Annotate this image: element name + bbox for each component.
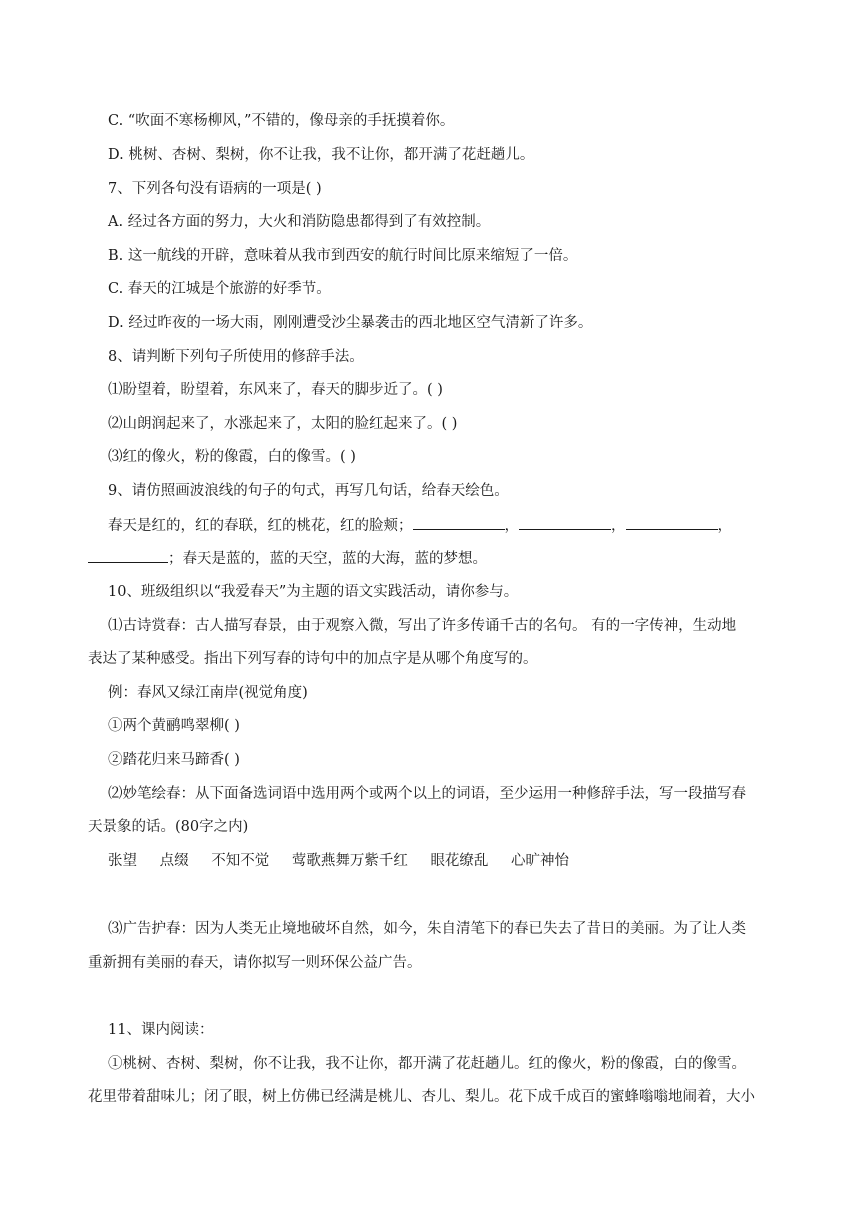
question-10-part-3-line-2: 重新拥有美丽的春天，请你拟写一则环保公益广告。 [88, 955, 422, 971]
question-10-part-2-line-1: ⑵妙笔绘春：从下面备选词语中选用两个或两个以上的词语，至少运用一种修辞手法，写一段描写春 [108, 786, 746, 802]
comma: ， [611, 518, 626, 534]
question-10-part-1-line-1: ⑴古诗赏春：古人描写春景，由于观察入微，写出了许多传诵千古的名句。 有的一字传神，生动地 [108, 618, 737, 634]
answer-blank[interactable] [626, 515, 718, 530]
word-bank-item: 眼花缭乱 [430, 853, 489, 869]
answer-blank[interactable] [519, 515, 611, 530]
comma: ， [504, 518, 519, 534]
word-bank-item: 心旷神怡 [511, 853, 570, 869]
passage-line-2: 花里带着甜味儿；闭了眼，树上仿佛已经满是桃儿、杏儿、梨儿。花下成千成百的蜜蜂嗡嗡地闹着，大小 [88, 1089, 755, 1105]
question-9-text-blue: ；春天是蓝的，蓝的天空，蓝的大海，蓝的梦想。 [168, 551, 487, 567]
question-8-item-2: ⑵山朗润起来了，水涨起来了，太阳的脸红起来了。( ) [108, 416, 458, 432]
question-6-option-c: C. “吹面不寒杨柳风，”不错的，像母亲的手抚摸着你。 [108, 113, 455, 129]
word-bank-item: 张望 [108, 853, 137, 869]
question-10-example-2: ②踏花归来马蹄香( ) [108, 752, 240, 768]
passage-line-1: ①桃树、杏树、梨树，你不让我，我不让你，都开满了花赶趟儿。红的像火，粉的像霞，白的像雪。 [108, 1056, 746, 1072]
question-11-stem: 11、课内阅读： [108, 1022, 214, 1038]
word-bank-item: 不知不觉 [211, 853, 270, 869]
question-8-item-1: ⑴盼望着，盼望着，东风来了，春天的脚步近了。( ) [108, 382, 443, 398]
question-9-line-1 [0, 515, 860, 536]
comma: ， [717, 518, 732, 534]
question-7-stem: 7、下列各句没有语病的一项是( ) [108, 181, 322, 197]
word-bank [0, 851, 860, 871]
question-7-option-c: C. 春天的江城是个旅游的好季节。 [108, 281, 331, 297]
word-bank-item: 点缀 [159, 853, 189, 869]
question-10-example-1: ①两个黄鹂鸣翠柳( ) [108, 718, 240, 734]
question-10-part-2-line-2: 天景象的话。(80字之内) [88, 819, 249, 835]
answer-blank[interactable] [413, 515, 505, 530]
question-9-text-red: 春天是红的，红的春联，红的桃花，红的脸颊； [108, 518, 413, 534]
question-10-part-1-line-2: 表达了某种感受。指出下列写春的诗句中的加点字是从哪个角度写的。 [88, 651, 538, 667]
question-7-option-a: A. 经过各方面的努力，大火和消防隐患都得到了有效控制。 [108, 214, 491, 230]
question-10-stem: 10、班级组织以“我爱春天”为主题的语文实践活动，请你参与。 [108, 584, 519, 600]
question-8-stem: 8、请判断下列句子所使用的修辞手法。 [108, 349, 364, 365]
question-7-option-b: B. 这一航线的开辟，意味着从我市到西安的航行时间比原来缩短了一倍。 [108, 248, 578, 264]
question-10-part-3-line-1: ⑶广告护春：因为人类无止境地破坏自然，如今，朱自清笔下的春已失去了昔日的美丽。为了让人类 [108, 921, 746, 937]
answer-blank[interactable] [88, 548, 168, 563]
question-6-option-d: D. 桃树、杏树、梨树，你不让我，我不让你，都开满了花赶趟儿。 [108, 147, 535, 163]
question-7-option-d: D. 经过昨夜的一场大雨，刚刚遭受沙尘暴袭击的西北地区空气清新了许多。 [108, 315, 593, 331]
question-9-stem: 9、请仿照画波浪线的句子的句式，再写几句话，给春天绘色。 [108, 483, 509, 499]
question-8-item-3: ⑶红的像火，粉的像霞，白的像雪。( ) [108, 449, 356, 465]
question-10-example: 例：春风又绿江南岸(视觉角度) [108, 685, 308, 701]
word-bank-item: 莺歌燕舞万紫千红 [291, 853, 408, 869]
question-9-line-2 [0, 548, 860, 569]
